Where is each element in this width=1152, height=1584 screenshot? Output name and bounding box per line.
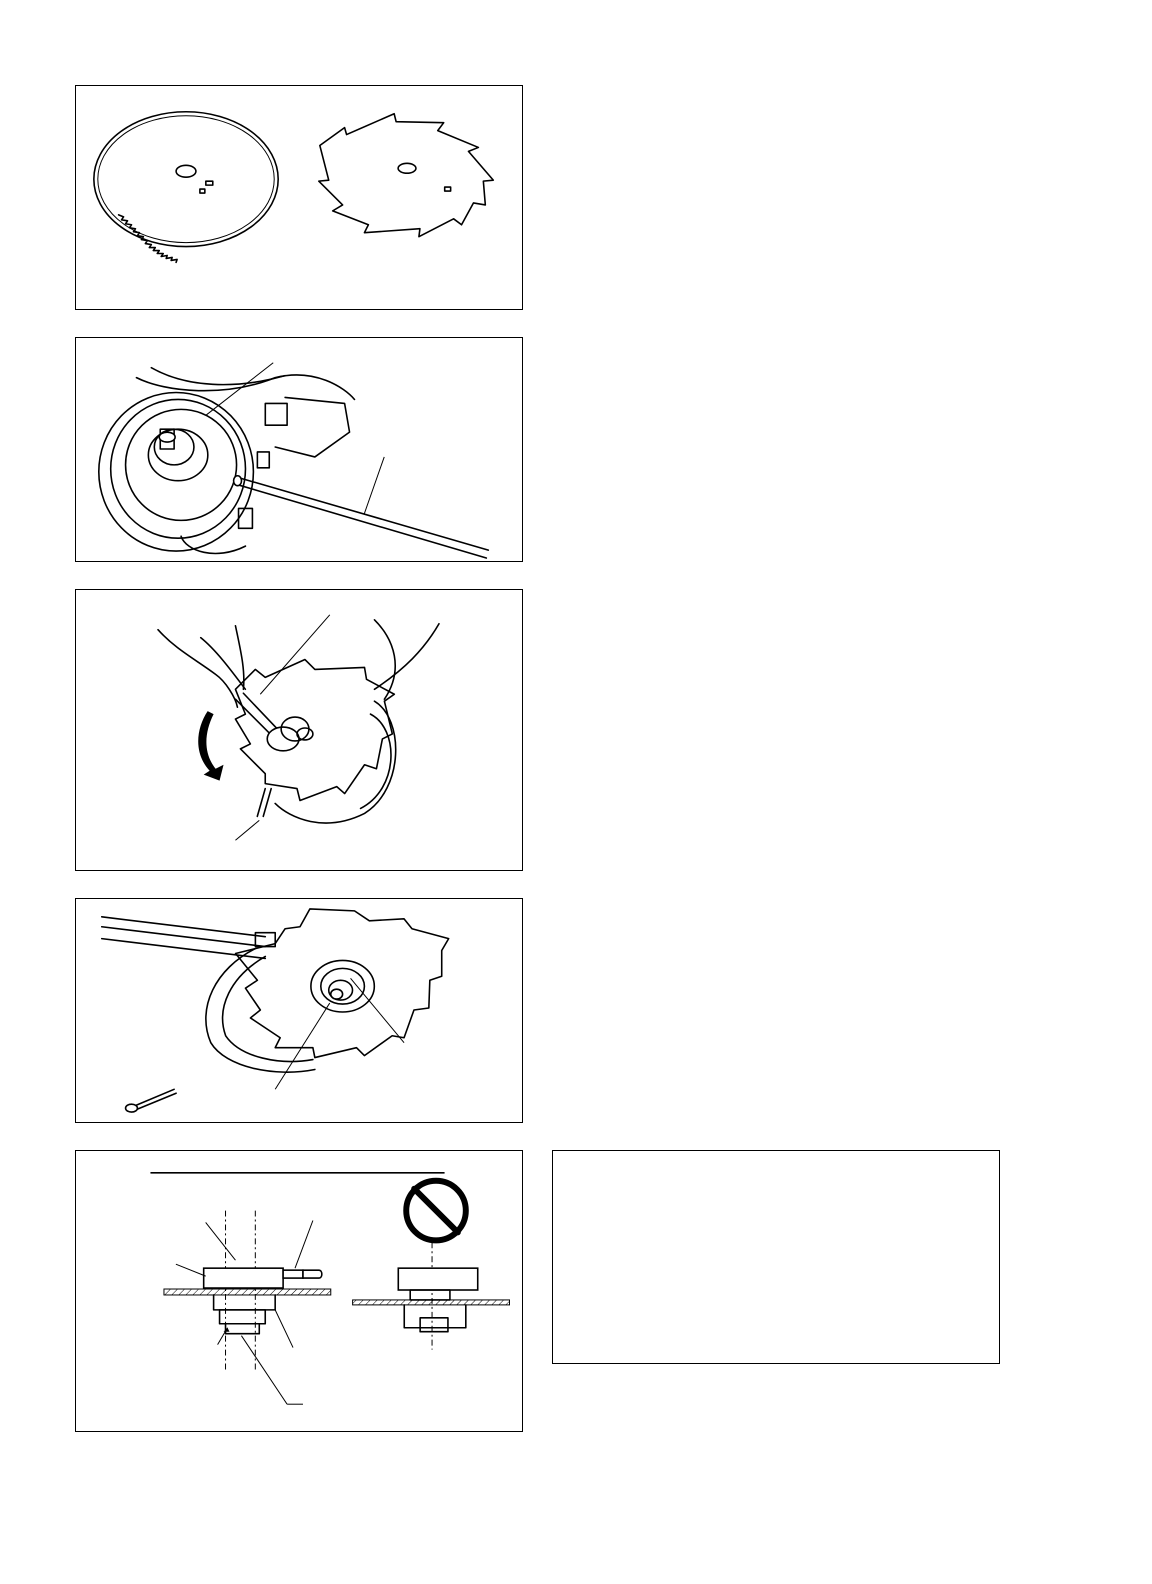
figure-install [75,898,523,1123]
box-wrench-icon [235,615,329,751]
figure-holder [75,337,523,562]
figure-blades [75,85,523,310]
note-box [552,1150,1000,1364]
blade-mounting-cross-section-illustration [76,1151,522,1431]
star-blade-icon [319,114,493,237]
cotter-pin-icon [126,1089,177,1112]
rotation-arrow-icon [198,711,223,781]
blade-nut-icon [275,960,404,1089]
blade-holder-with-locking-rod-illustration [76,338,522,561]
locking-rod-icon [235,789,271,841]
star-blade-icon [235,660,395,823]
figure-section [75,1150,523,1432]
saw-blade-and-star-blade-illustration [76,86,522,309]
blade-holder-icon [99,363,355,554]
blade-nut-and-cotter-pin-illustration [76,899,522,1122]
figure-loosen [75,589,523,871]
star-blade-icon [236,909,449,1058]
saw-blade-icon [94,112,278,263]
box-wrench-turning-illustration [76,590,522,870]
correct-assembly-section [164,1211,331,1405]
locking-rod-icon [234,457,489,558]
incorrect-assembly-section [353,1181,510,1350]
hand-icon [158,620,439,707]
